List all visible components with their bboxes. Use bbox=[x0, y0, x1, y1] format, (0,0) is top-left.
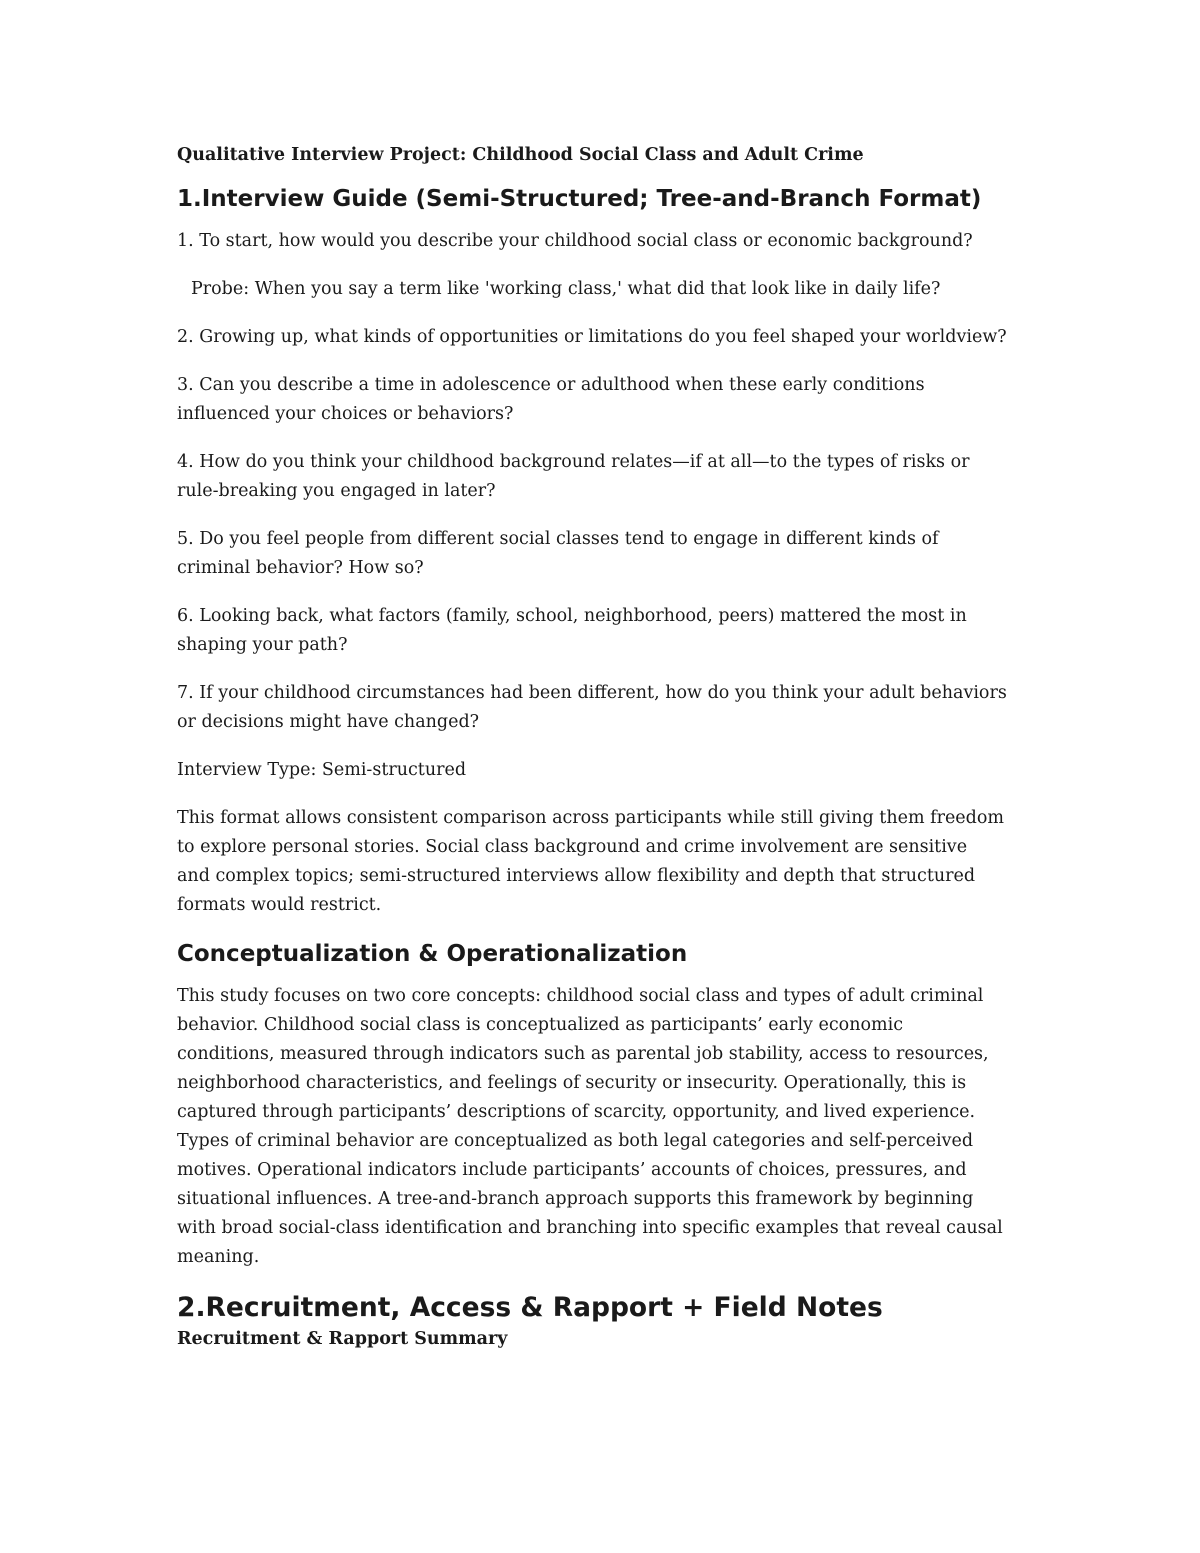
interview-type: Interview Type: Semi-structured bbox=[177, 760, 467, 780]
question-7: 7. If your childhood circumstances had been different, how do you think your adult behaviors or decisions might have changed? bbox=[177, 683, 1007, 732]
conceptualization-paragraph: This study focuses on two core concepts: childhood social class and types of adult criminal behavior. Childhood social class is conceptualized as participants’ early economic conditions, measured through indicators such as parental job stability, access to resources, neighborhood characteristics, and feelings of security or insecurity. Operationally, this is captured through participants’ descriptions of scarcity, opportunity, and lived experience. Types of criminal behavior are conceptualized as both legal categories and self-perceived motives. Operational indicators include participants’ accounts of choices, pressures, and situational influences. A tree-and-branch approach supports this framework by beginning with broad social-class identification and branching into specific examples that reveal causal meaning. bbox=[177, 986, 1003, 1267]
document-title: Qualitative Interview Project: Childhood Social Class and Adult Crime bbox=[177, 145, 864, 165]
question-4: 4. How do you think your childhood background relates—if at all—to the types of risks or rule-breaking you engaged in later? bbox=[177, 452, 970, 501]
question-2: 2. Growing up, what kinds of opportunities or limitations do you feel shaped your worldview? bbox=[177, 327, 1007, 347]
question-3: 3. Can you describe a time in adolescence or adulthood when these early conditions influenced your choices or behaviors? bbox=[177, 375, 925, 424]
question-1: 1. To start, how would you describe your childhood social class or economic background? bbox=[177, 231, 973, 251]
section-heading-conceptualization: Conceptualization & Operationalization bbox=[177, 941, 688, 967]
subheading-recruitment-summary: Recruitment & Rapport Summary bbox=[177, 1329, 508, 1349]
section-heading-recruitment: 2.Recruitment, Access & Rapport + Field Notes bbox=[177, 1292, 883, 1323]
question-1-probe: Probe: When you say a term like 'working class,' what did that look like in daily life? bbox=[191, 279, 941, 299]
question-6: 6. Looking back, what factors (family, school, neighborhood, peers) mattered the most in shaping your path? bbox=[177, 606, 967, 655]
section-heading-interview-guide: 1.Interview Guide (Semi-Structured; Tree-and-Branch Format) bbox=[177, 186, 982, 212]
question-5: 5. Do you feel people from different social classes tend to engage in different kinds of criminal behavior? How so? bbox=[177, 529, 939, 578]
interview-type-rationale: This format allows consistent comparison across participants while still giving them freedom to explore personal stories. Social class background and crime involvement are sensitive and complex topics; semi-structured interviews allow flexibility and depth that structured formats would restrict. bbox=[177, 808, 1004, 915]
document-page bbox=[177, 140, 1027, 1353]
